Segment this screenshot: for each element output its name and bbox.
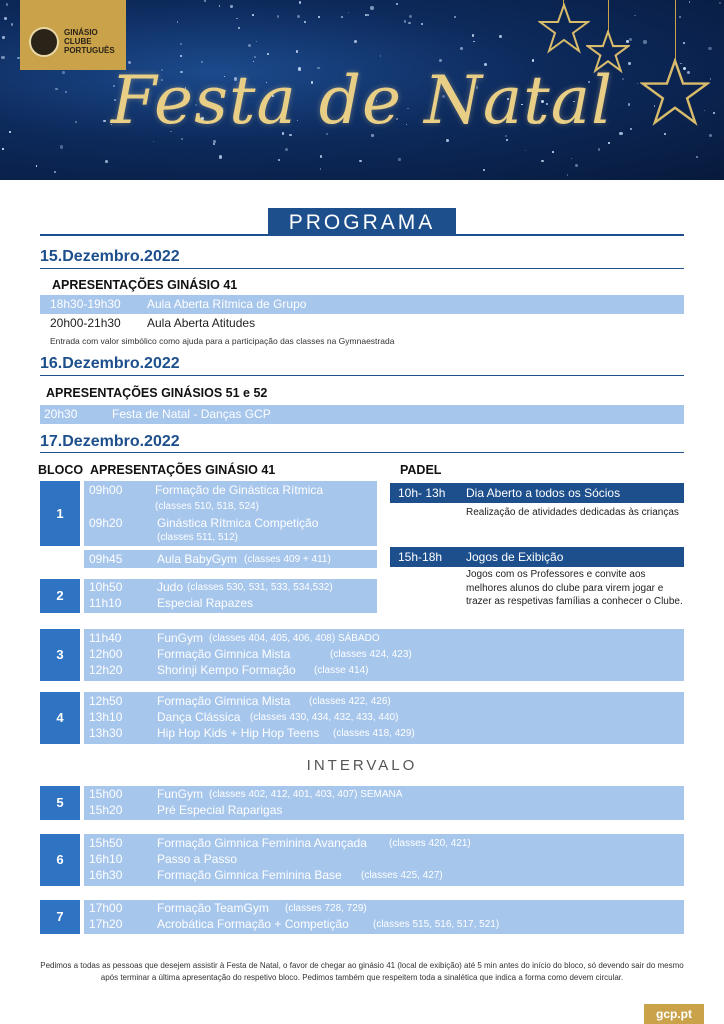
sparkle-dot <box>598 148 600 150</box>
bloco-schedule <box>84 786 684 820</box>
slot-event: Formação Gimnica Mista <box>157 694 291 708</box>
sparkle-dot <box>454 16 456 18</box>
sparkle-dot <box>236 18 237 19</box>
sparkle-dot <box>696 156 698 158</box>
slot-time: 13h30 <box>89 726 123 740</box>
padel-slot <box>390 547 684 567</box>
sparkle-dot <box>367 14 369 16</box>
sparkle-dot <box>499 35 502 38</box>
sparkle-dot <box>297 15 300 18</box>
slot-time: 16h30 <box>89 868 123 882</box>
slot-time: 12h50 <box>89 694 123 708</box>
sparkle-dot <box>396 3 398 5</box>
slot-time: 10h50 <box>89 580 123 594</box>
slot-classes: (classes 425, 427) <box>361 870 443 881</box>
padel-description: Realização de atividades dedicadas às crianças <box>466 507 679 518</box>
sparkle-dot <box>277 15 280 18</box>
row-time: 20h30 <box>44 407 78 421</box>
sparkle-dot <box>6 3 9 6</box>
row-event: Festa de Natal - Danças GCP <box>112 407 271 421</box>
sparkle-dot <box>370 6 373 9</box>
slot-time: 15h20 <box>89 803 123 817</box>
day-note: Entrada com valor simbólico como ajuda para a participação das classes na Gymnaestrada <box>50 336 395 346</box>
padel-time: 10h- 13h <box>398 486 446 500</box>
sparkle-dot <box>354 40 357 43</box>
bloco-number: 7 <box>40 900 80 934</box>
day-date: 16.Dezembro.2022 <box>40 355 180 372</box>
venue-heading: APRESENTAÇÕES GINÁSIO 41 <box>90 463 276 477</box>
sparkle-dot <box>60 145 63 148</box>
sparkle-dot <box>341 16 343 18</box>
slot-time: 09h20 <box>89 516 123 530</box>
sparkle-dot <box>238 27 240 29</box>
slot-event: Shorinji Kempo Formação <box>157 663 296 677</box>
sparkle-dot <box>446 139 449 142</box>
sparkle-dot <box>541 160 543 162</box>
sparkle-dot <box>634 15 635 16</box>
sparkle-dot <box>248 44 251 47</box>
sparkle-dot <box>408 22 410 24</box>
slot-classes: (classes 418, 429) <box>333 728 415 739</box>
header-banner <box>0 0 724 180</box>
bloco-number: 2 <box>40 579 80 613</box>
slot-event: Especial Rapazes <box>157 596 254 610</box>
bloco-schedule <box>84 550 377 568</box>
sparkle-dot <box>359 160 362 163</box>
sparkle-dot <box>213 143 215 145</box>
intervalo-label: INTERVALO <box>306 757 418 774</box>
sparkle-dot <box>689 1 691 3</box>
sparkle-dot <box>304 21 306 23</box>
slot-event: Aula BabyGym <box>157 552 238 566</box>
bloco-schedule <box>84 629 684 681</box>
slot-classes: (classes 511, 512) <box>157 532 238 543</box>
padel-heading: PADEL <box>400 463 442 477</box>
sparkle-dot <box>473 41 474 42</box>
sparkle-dot <box>11 23 14 26</box>
slot-event: Judo <box>157 580 184 594</box>
row-event: Aula Aberta Rítmica de Grupo <box>147 297 307 311</box>
bloco-schedule <box>84 481 377 546</box>
slot-time: 11h40 <box>89 631 122 645</box>
slot-time: 12h20 <box>89 663 123 677</box>
slot-classes: (classes 510, 518, 524) <box>155 501 259 512</box>
sparkle-dot <box>608 142 609 143</box>
sparkle-dot <box>2 36 5 39</box>
sparkle-dot <box>252 14 254 16</box>
sparkle-dot <box>299 1 301 3</box>
sparkle-dot <box>380 55 382 57</box>
date-divider <box>40 375 684 376</box>
sparkle-dot <box>571 158 572 159</box>
slot-classes: (classe 414) <box>314 665 369 676</box>
sparkle-dot <box>708 47 711 50</box>
website-link[interactable]: gcp.pt <box>644 1004 704 1024</box>
bloco-number: 3 <box>40 629 80 681</box>
slot-event: Pré Especial Raparigas <box>157 803 283 817</box>
slot-classes: (classes 515, 516, 517, 521) <box>373 919 500 930</box>
date-divider <box>40 268 684 269</box>
padel-description: Jogos com os Professores e convite aos melhores alunos do clube para virem jogar e trazer as respetivas famílias a conhecer o Clube. <box>466 569 683 607</box>
slot-event: FunGym <box>157 631 204 645</box>
sparkle-dot <box>552 151 554 153</box>
page-title: Festa de Natal <box>110 62 614 139</box>
slot-classes: (classes 420, 421) <box>389 838 471 849</box>
footer-note: Pedimos a todas as pessoas que desejem assistir à Festa de Natal, o favor de chegar ao ginásio 41 (local de exibição) até 5 min antes do início do bloco, só devendo sair do mesmo após terminar a última apresentação do respetivo bloco. Pedimos também que respeitem toda a sinalética que indica a forma como devem circular. <box>40 961 684 982</box>
sparkle-dot <box>267 53 270 56</box>
slot-time: 12h00 <box>89 647 123 661</box>
sparkle-dot <box>177 21 178 22</box>
sparkle-dot <box>348 12 350 14</box>
sparkle-dot <box>320 168 321 169</box>
slot-classes: (classes 728, 729) <box>285 903 367 914</box>
slot-event: Formação de Ginástica Rítmica <box>155 483 324 497</box>
bloco-number: 6 <box>40 834 80 886</box>
sparkle-dot <box>318 16 320 18</box>
star-ornament-icon <box>538 3 590 55</box>
sparkle-dot <box>719 2 721 4</box>
sparkle-dot <box>2 148 3 149</box>
slot-event: Formação Gimnica Feminina Avançada <box>157 836 367 850</box>
sparkle-dot <box>320 155 322 157</box>
schedule-row <box>40 295 684 314</box>
padel-event: Dia Aberto a todos os Sócios <box>466 486 621 500</box>
slot-time: 09h00 <box>89 483 123 497</box>
schedule-row <box>40 314 684 333</box>
row-time: 18h30-19h30 <box>50 297 121 311</box>
sparkle-dot <box>204 0 206 2</box>
sparkle-dot <box>4 17 7 20</box>
sparkle-dot <box>409 15 412 18</box>
sparkle-dot <box>460 47 463 50</box>
ornament-string <box>608 0 609 32</box>
padel-slot <box>390 483 684 503</box>
row-event: Aula Aberta Atitudes <box>147 316 256 330</box>
row-time: 20h00-21h30 <box>50 316 121 330</box>
bloco-schedule <box>84 900 684 934</box>
sparkle-dot <box>421 23 423 25</box>
day-date: 15.Dezembro.2022 <box>40 248 180 265</box>
slot-event: Formação TeamGym <box>157 901 269 915</box>
sparkle-dot <box>36 165 37 166</box>
sparkle-dot <box>643 40 646 43</box>
logo-text: GINÁSIO CLUBE PORTUGUÊS <box>64 28 115 55</box>
slot-time: 17h00 <box>89 901 123 915</box>
slot-event: FunGym <box>157 787 204 801</box>
sparkle-dot <box>180 55 182 57</box>
date-divider <box>40 452 684 453</box>
sparkle-dot <box>472 34 475 37</box>
club-logo[interactable] <box>20 0 126 70</box>
bloco-column-heading: BLOCO <box>38 463 84 477</box>
bloco-number: 4 <box>40 692 80 744</box>
star-ornament-icon <box>640 58 710 128</box>
venue-heading: APRESENTAÇÕES GINÁSIOS 51 e 52 <box>46 386 268 400</box>
slot-event: Acrobática Formação + Competição <box>157 917 349 931</box>
schedule-row <box>40 405 684 424</box>
slot-classes: (classes 409 + 411) <box>244 554 331 565</box>
padel-event: Jogos de Exibição <box>466 550 564 564</box>
bloco-number: 5 <box>40 786 80 820</box>
sparkle-dot <box>679 16 681 18</box>
slot-event: Hip Hop Kids + Hip Hop Teens <box>157 726 320 740</box>
venue-heading: APRESENTAÇÕES GINÁSIO 41 <box>52 278 238 292</box>
sparkle-dot <box>575 164 578 167</box>
slot-time: 15h00 <box>89 787 123 801</box>
ornament-string <box>675 0 676 60</box>
slot-event: Formação Gimnica Mista <box>157 647 291 661</box>
slot-event: Formação Gimnica Feminina Base <box>157 868 342 882</box>
sparkle-dot <box>54 171 56 173</box>
bloco-schedule <box>84 692 684 744</box>
slot-event: Dança Clássica <box>157 710 241 724</box>
sparkle-dot <box>404 20 406 22</box>
sparkle-dot <box>398 158 400 160</box>
sparkle-dot <box>365 14 367 16</box>
sparkle-dot <box>285 148 288 151</box>
programa-heading: PROGRAMA <box>268 208 456 236</box>
sparkle-dot <box>567 174 568 175</box>
slot-time: 15h50 <box>89 836 123 850</box>
sparkle-dot <box>256 41 257 42</box>
slot-event: Passo a Passo <box>157 852 238 866</box>
sparkle-dot <box>254 56 256 58</box>
bloco-schedule <box>84 579 377 613</box>
slot-classes: (classes 424, 423) <box>330 649 412 660</box>
logo-badge-icon <box>29 27 59 57</box>
bloco-number: 1 <box>40 481 80 546</box>
sparkle-dot <box>525 150 526 151</box>
slot-classes: (classes 530, 531, 533, 534,532) <box>187 582 333 593</box>
slot-time: 11h10 <box>89 596 122 610</box>
sparkle-dot <box>153 141 154 142</box>
sparkle-dot <box>105 160 108 163</box>
day-date: 17.Dezembro.2022 <box>40 433 180 450</box>
sparkle-dot <box>180 43 182 45</box>
sparkle-dot <box>483 169 485 171</box>
sparkle-dot <box>278 159 280 161</box>
slot-event: Ginástica Rítmica Competição <box>157 516 319 530</box>
slot-classes: (classes 430, 434, 432, 433, 440) <box>250 712 399 723</box>
sparkle-dot <box>219 155 222 158</box>
slot-time: 13h10 <box>89 710 123 724</box>
slot-time: 17h20 <box>89 917 123 931</box>
slot-time: 16h10 <box>89 852 123 866</box>
slot-classes: (classes 404, 405, 406, 408) SÁBADO <box>209 633 380 644</box>
star-ornament-icon <box>586 30 630 74</box>
sparkle-dot <box>683 42 685 44</box>
sparkle-dot <box>230 5 233 8</box>
sparkle-dot <box>1 56 4 59</box>
slot-time: 09h45 <box>89 552 123 566</box>
padel-time: 15h-18h <box>398 550 443 564</box>
sparkle-dot <box>219 5 220 6</box>
slot-classes: (classes 402, 412, 401, 403, 407) SEMANA <box>209 789 403 800</box>
sparkle-dot <box>296 50 298 52</box>
slot-classes: (classes 422, 426) <box>309 696 391 707</box>
bloco-schedule <box>84 834 684 886</box>
